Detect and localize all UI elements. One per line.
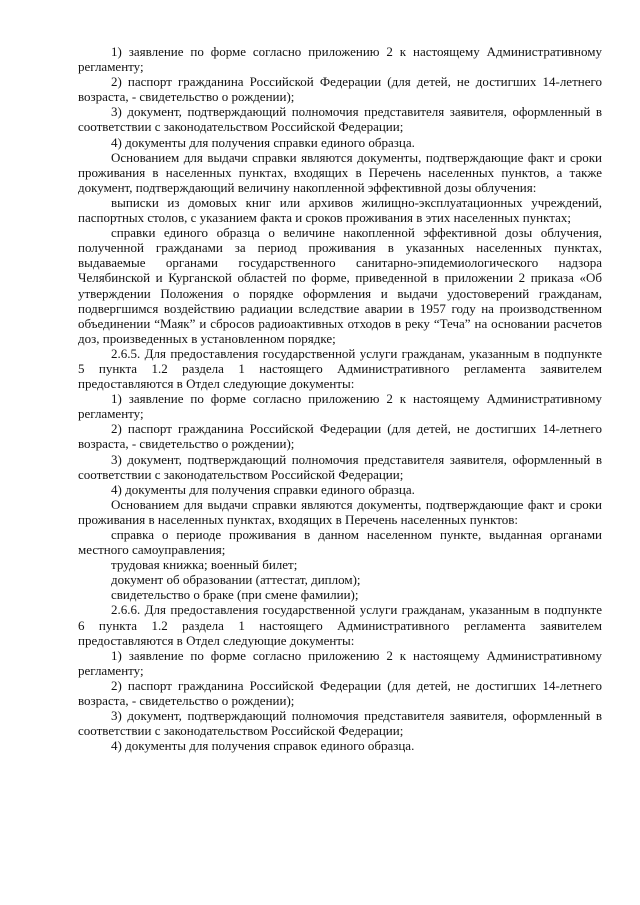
- document-page: [78, 44, 602, 753]
- paragraph-3: 3) документ, подтверждающий полномочия представителя заявителя, оформленный в соответствии с законодательством Российской Федерации;: [78, 104, 602, 135]
- paragraph-12: 4) документы для получения справки единого образца.: [111, 481, 415, 497]
- paragraph-9: 1) заявление по форме согласно приложению 2 к настоящему Административному регламенту;: [78, 391, 602, 422]
- paragraph-4: 4) документы для получения справки единого образца.: [111, 134, 415, 150]
- paragraph-22: 4) документы для получения справок единого образца.: [111, 738, 415, 754]
- paragraph-13: Основанием для выдачи справки являются документы, подтверждающие факт и сроки проживания в населенных пунктах, входящих в Перечень населенных пунктов:: [78, 496, 602, 527]
- paragraph-14: справка о периоде проживания в данном населенном пункте, выданная органами местного самоуправления;: [78, 527, 602, 558]
- paragraph-2: 2) паспорт гражданина Российской Федерации (для детей, не достигших 14-летнего возраста, - свидетельство о рождении);: [78, 74, 602, 105]
- paragraph-20: 2) паспорт гражданина Российской Федерации (для детей, не достигших 14-летнего возраста, - свидетельство о рождении);: [78, 677, 602, 709]
- paragraph-7: справки единого образца о величине накопленной эффективной дозы облучения, полученной гражданами за период проживания в указанных населенных пунктах, выдаваемые органами государственного санитарно-эпидемиологического надзора Челябинской и Курганской областей по форме, приведенной в приложении 2 приказа «Об утверждении Положения о порядке оформления и выдачи удостоверений гражданам, подвергшимся воздействию радиации вследствие аварии в 1957 году на производственном объединении “Маяк” и сбросов радиоактивных отходов в реку “Теча” на основании расчетов доз, произведенных в установленном порядке;: [78, 225, 602, 346]
- paragraph-16: документ об образовании (аттестат, диплом);: [111, 572, 361, 588]
- paragraph-15: трудовая книжка; военный билет;: [111, 557, 298, 573]
- paragraph-18: 2.6.6. Для предоставления государственной услуги гражданам, указанным в подпункте 6 пункта 1.2 раздела 1 настоящего Административного регламента заявителем предоставляются в Отдел следующие документы:: [78, 602, 602, 648]
- paragraph-6: выписки из домовых книг или архивов жилищно-эксплуатационных учреждений, паспортных столов, с указанием факта и сроков проживания в этих населенных пунктах;: [78, 194, 602, 226]
- paragraph-21: 3) документ, подтверждающий полномочия представителя заявителя, оформленный в соответствии с законодательством Российской Федерации;: [78, 708, 602, 739]
- paragraph-10: 2) паспорт гражданина Российской Федерации (для детей, не достигших 14-летнего возраста, - свидетельство о рождении);: [78, 421, 602, 452]
- paragraph-8: 2.6.5. Для предоставления государственной услуги гражданам, указанным в подпункте 5 пункта 1.2 раздела 1 настоящего Административного регламента заявителем предоставляются в Отдел следующие документы:: [78, 345, 602, 392]
- paragraph-19: 1) заявление по форме согласно приложению 2 к настоящему Административному регламенту;: [78, 647, 602, 678]
- paragraph-5: Основанием для выдачи справки являются документы, подтверждающие факт и сроки проживания в населенных пунктах, входящих в Перечень населенных пунктов, а также документ, подтверждающий величину накопленной эффективной дозы облучения:: [78, 149, 602, 195]
- paragraph-17: свидетельство о браке (при смене фамилии);: [111, 587, 359, 603]
- paragraph-1: 1) заявление по форме согласно приложению 2 к настоящему Административному регламенту;: [78, 44, 602, 75]
- paragraph-11: 3) документ, подтверждающий полномочия представителя заявителя, оформленный в соответствии с законодательством Российской Федерации;: [78, 451, 602, 482]
